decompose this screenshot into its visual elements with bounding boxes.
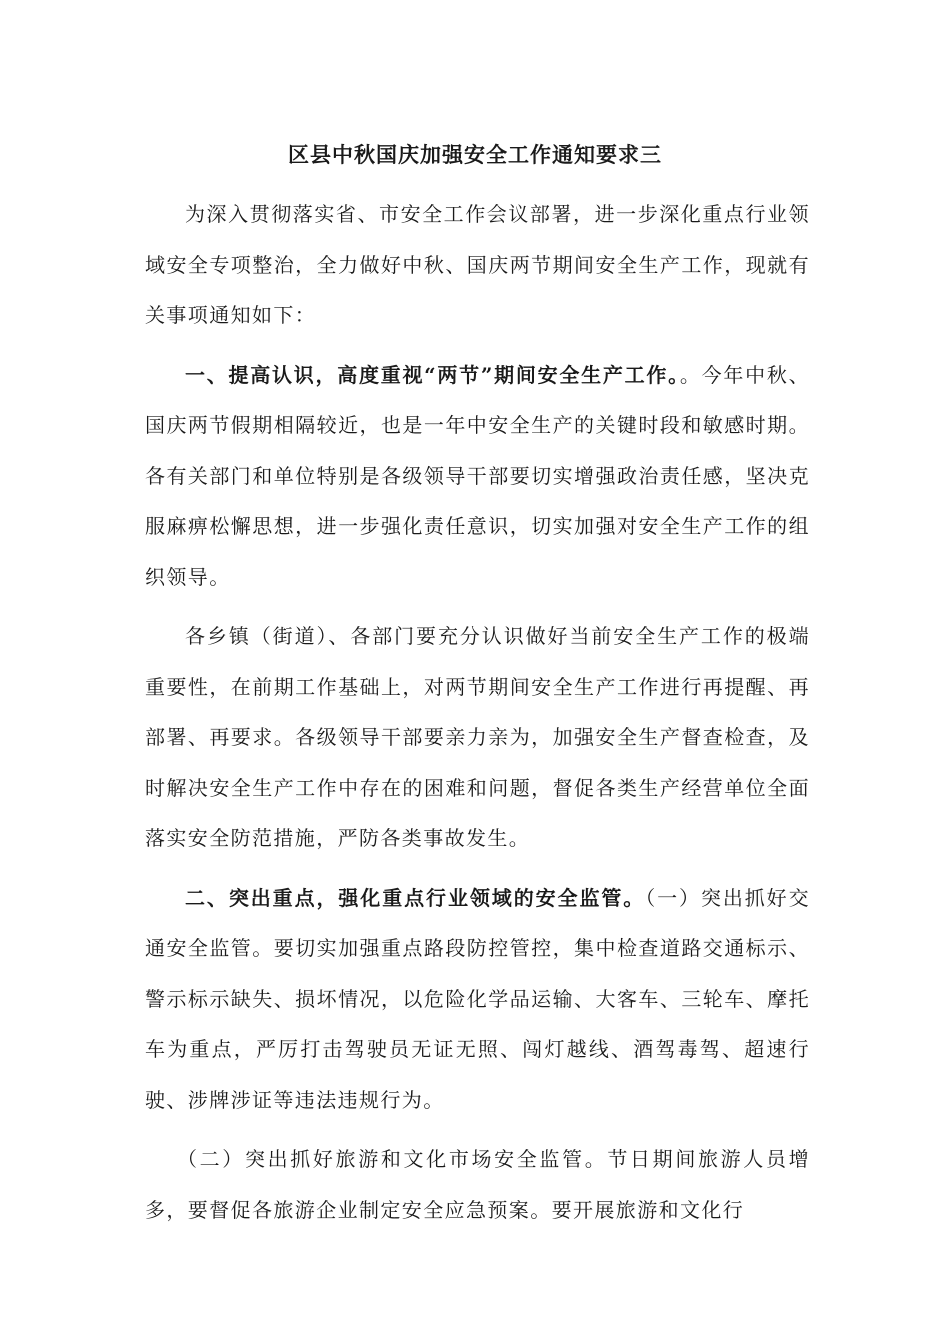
paragraph-text: 。今年中秋、国庆两节假期相隔较近，也是一年中安全生产的关键时段和敏感时期。各有关部门和单位特别是各级领导干部要切实增强政治责任感，坚决克服麻痹松懈思想，进一步强化责任意识，切实加强对安全生产工作的组织领导。 — [145, 362, 810, 589]
section-heading: 一、提高认识，高度重视“两节”期间安全生产工作。 — [185, 362, 680, 387]
paragraph-text: （一）突出抓好交通安全监管。要切实加强重点路段防控管控，集中检查道路交通标示、警示标示缺失、损坏情况，以危险化学品运输、大客车、三轮车、摩托车为重点，严厉打击驾驶员无证无照、闯灯越线、酒驾毒驾、超速行驶、涉牌涉证等违法违规行为。 — [145, 885, 811, 1112]
paragraph-text: （二）突出抓好旅游和文化市场安全监管。节日期间旅游人员增多，要督促各旅游企业制定安全应急预案。要开展旅游和文化行 — [145, 1147, 810, 1222]
paragraph-text: 为深入贯彻落实省、市安全工作会议部署，进一步深化重点行业领域安全专项整治，全力做好中秋、国庆两节期间安全生产工作，现就有关事项通知如下： — [145, 202, 810, 327]
document-body — [145, 189, 810, 1244]
paragraph-text: 各乡镇（街道）、各部门要充分认识做好当前安全生产工作的极端重要性，在前期工作基础上，对两节期间安全生产工作进行再提醒、再部署、再要求。各级领导干部要亲力亲为，加强安全生产督查检查，及时解决安全生产工作中存在的困难和问题，督促各类生产经营单位全面落实安全防范措施，严防各类事故发生。 — [145, 624, 810, 850]
section-heading: 二、突出重点，强化重点行业领域的安全监管。 — [185, 885, 646, 910]
paragraph-section-1 — [145, 350, 810, 603]
document-title: 区县中秋国庆加强安全工作通知要求三 — [288, 142, 662, 167]
paragraph-section-2-item-2 — [145, 1134, 810, 1235]
paragraph-section-2 — [145, 873, 810, 1126]
paragraph-intro — [145, 189, 810, 341]
paragraph-section-1-cont — [145, 611, 810, 864]
